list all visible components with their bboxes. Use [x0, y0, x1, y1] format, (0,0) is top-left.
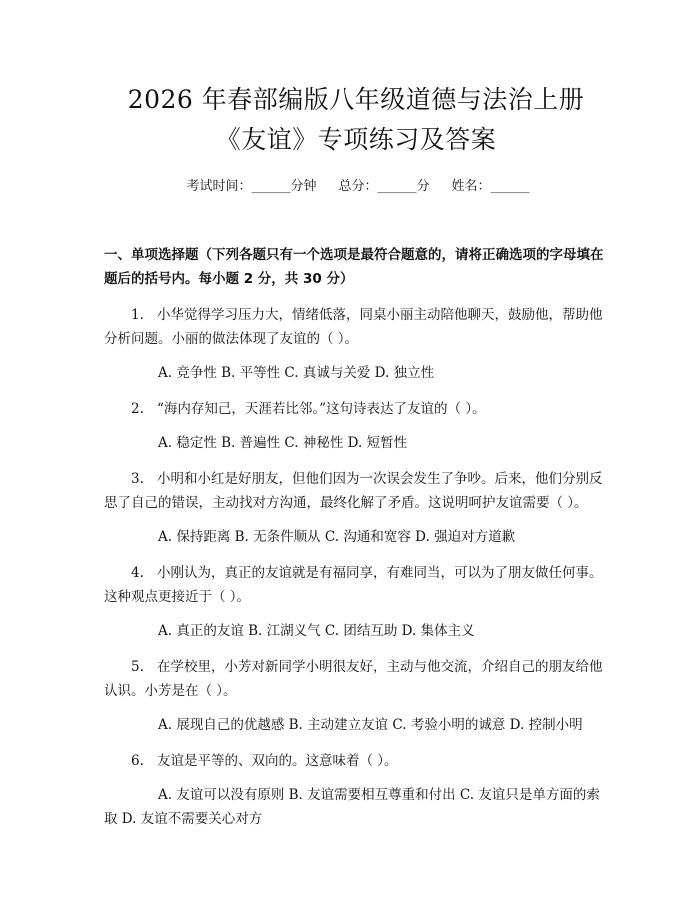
question-3-options: A. 保持距离 B. 无条件顺从 C. 沟通和宽容 D. 强迫对方道歉 [158, 529, 516, 545]
question-number: 2. [131, 401, 144, 417]
question-4-options: A. 真正的友谊 B. 江湖义气 C. 团结互助 D. 集体主义 [158, 623, 475, 639]
section-heading: 一、单项选择题（下列各题只有一个选项是最符合题意的，请将正确选项的字母填在题后的括号内。每小题 2 分，共 30 分） [104, 247, 604, 287]
question-6-options: A. 友谊可以没有原则 B. 友谊需要相互尊重和付出 C. 友谊只是单方面的索取 D. 友谊不需要关心对方 [104, 787, 600, 827]
document-title: 2026 年春部编版八年级道德与法治上册《友谊》专项练习及答案 [127, 85, 585, 154]
question-4 [104, 561, 612, 609]
question-number: 4. [131, 565, 144, 581]
question-2 [104, 397, 612, 421]
question-5 [104, 655, 612, 703]
question-1 [104, 303, 612, 351]
question-number: 6. [131, 753, 144, 769]
question-stem: 在学校里，小芳对新同学小明很友好，主动与他交流，介绍自己的朋友给他认识。小芳是在（ ）。 [104, 659, 603, 699]
total-score-field: 总分：______分 [338, 179, 430, 194]
question-number: 1. [131, 307, 144, 323]
question-5-options: A. 展现自己的优越感 B. 主动建立友谊 C. 考验小明的诚意 D. 控制小明 [158, 717, 583, 733]
question-stem: 小刚认为，真正的友谊就是有福同享，有难同当，可以为了朋友做任何事。这种观点更接近于（ ）。 [104, 565, 603, 605]
question-6 [104, 749, 612, 773]
question-stem: 小华觉得学习压力大，情绪低落，同桌小丽主动陪他聊天，鼓励他，帮助他分析问题。小丽的做法体现了友谊的（ ）。 [104, 307, 603, 347]
question-stem: “海内存知己，天涯若比邻。”这句诗表达了友谊的（ ）。 [157, 401, 486, 417]
question-2-options: A. 稳定性 B. 普遍性 C. 神秘性 D. 短暂性 [158, 435, 408, 451]
exam-info-line [104, 177, 612, 197]
question-stem: 友谊是平等的、双向的。这意味着（ ）。 [157, 753, 398, 769]
question-1-options: A. 竞争性 B. 平等性 C. 真诚与关爱 D. 独立性 [158, 365, 435, 381]
exam-time-field: 考试时间：______分钟 [186, 179, 317, 194]
student-name-field: 姓名：______ [451, 179, 530, 194]
question-3 [104, 467, 612, 515]
question-number: 3. [131, 471, 144, 487]
question-number: 5. [131, 659, 144, 675]
question-stem: 小明和小红是好朋友，但他们因为一次误会发生了争吵。后来，他们分别反思了自己的错误，主动找对方沟通，最终化解了矛盾。这说明呵护友谊需要（ ）。 [104, 471, 603, 511]
